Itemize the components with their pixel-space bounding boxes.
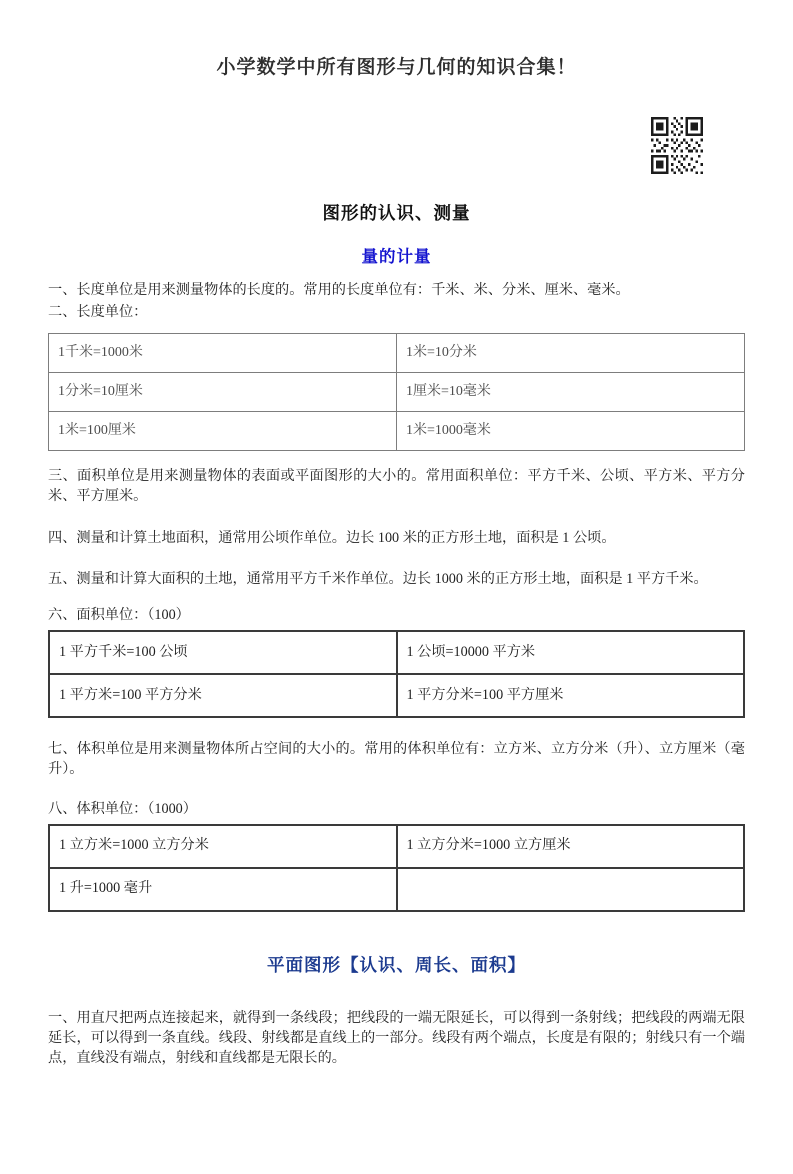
table-cell: 1 平方米=100 平方分米 [49,674,397,717]
table-cell: 1 平方千米=100 公顷 [49,631,397,674]
para-hectare: 四、测量和计算土地面积，通常用公顷作单位。边长 100 米的正方形土地，面积是 1 公顷。 [48,529,616,546]
para-volume-unit-definition: 七、体积单位是用来测量物体所占空间的大小的。常用的体积单位有：立方米、立方分米（升）、立方厘米（毫升）。 [48,741,745,777]
length-units-table [48,333,745,451]
table-cell: 1 平方分米=100 平方厘米 [397,674,745,717]
para-square-km: 五、测量和计算大面积的土地，通常用平方千米作单位。边长 1000 米的正方形土地，面积是 1 平方千米。 [48,571,708,588]
table-row [49,411,745,450]
table-cell: 1 立方米=1000 立方分米 [49,825,397,868]
document-page [0,52,793,1174]
table-cell: 1分米=10厘米 [49,372,397,411]
table-row [49,631,744,674]
para-volume-unit-label: 八、体积单位：（1000） [48,800,197,817]
table-row [49,868,744,911]
para-line-segment-ray-line: 一、用直尺把两点连接起来，就得到一条线段；把线段的一端无限延长，可以得到一条射线；把线段的两端无限延长，可以得到一条直线。线段、射线都是直线上的一部分。线段有两个端点，长度是有限的；射线只有一个端点，直线没有端点，射线和直线都是无限长的。 [48,1009,745,1066]
para-length-unit-label: 二、长度单位： [48,303,148,320]
table-cell: 1 立方分米=1000 立方厘米 [397,825,745,868]
table-cell: 1米=10分米 [397,333,745,372]
table-row [49,674,744,717]
measure-section-body [0,281,793,912]
table-row [49,825,744,868]
table-cell: 1 公顷=10000 平方米 [397,631,745,674]
plane-figures-body [0,1009,793,1069]
plane-figures-heading: 平面图形【认识、周长、面积】 [267,954,526,975]
chapter-heading: 图形的认识、测量 [322,203,471,223]
qr-code-icon [651,117,703,174]
table-cell: 1厘米=10毫米 [397,372,745,411]
volume-units-table [48,824,745,912]
table-row [49,333,745,372]
table-cell [397,868,745,911]
table-cell: 1 升=1000 毫升 [49,868,397,911]
measure-section-heading: 量的计量 [361,247,432,266]
table-row [49,372,745,411]
para-area-unit-label: 六、面积单位：（100） [48,607,190,624]
table-cell: 1米=100厘米 [49,411,397,450]
para-length-unit-definition: 一、长度单位是用来测量物体的长度的。常用的长度单位有：千米、米、分米、厘米、毫米。 [48,282,630,298]
table-cell: 1千米=1000米 [49,333,397,372]
para-area-unit-definition: 三、面积单位是用来测量物体的表面或平面图形的大小的。常用面积单位：平方千米、公顷、平方米、平方分米、平方厘米。 [48,467,745,504]
page-title: 小学数学中所有图形与几何的知识合集！ [216,57,577,78]
table-cell: 1米=1000毫米 [397,411,745,450]
qr-row [0,117,793,174]
area-units-table [48,630,745,718]
